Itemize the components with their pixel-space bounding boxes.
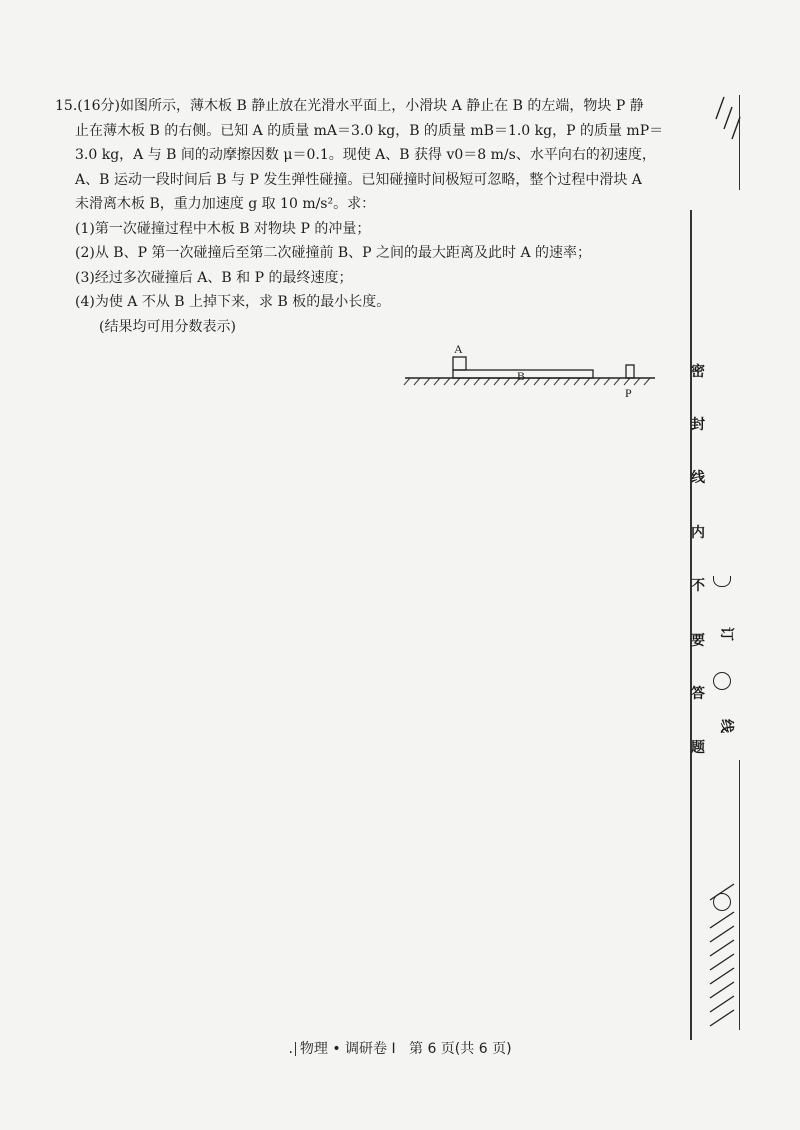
seal-char-5: 不 — [691, 578, 705, 594]
problem-line-5: 未滑离木板 B，重力加速度 g 取 10 m/s²。求： — [75, 196, 376, 212]
binding-hole-upper — [713, 576, 731, 587]
seal-char-6: 要 — [691, 633, 705, 649]
label-a: A — [454, 342, 463, 356]
page-footer — [0, 1038, 800, 1058]
problem-line-1: 15.(16分)如图所示，薄木板 B 静止放在光滑水平面上，小滑块 A 静止在 B 的左端，物块 P 静 — [55, 98, 644, 114]
label-b: B — [517, 369, 526, 383]
binding-hole-lower — [713, 893, 731, 911]
seal-char-3: 线 — [691, 470, 705, 486]
seal-line — [690, 210, 692, 1040]
problem-line-3: 3.0 kg，A 与 B 间的动摩擦因数 μ＝0.1。现使 A、B 获得 v0＝8 m/s、水平向右的初速度， — [75, 147, 656, 163]
question-1: (1)第一次碰撞过程中木板 B 对物块 P 的冲量； — [75, 220, 371, 237]
footer-prefix: . — [288, 1041, 293, 1057]
binding-hole-middle — [713, 672, 731, 690]
cut-label-ding: 订 — [718, 627, 734, 641]
block-a — [453, 357, 466, 370]
problem-line-4: A、B 运动一段时间后 B 与 P 发生弹性碰撞。已知碰撞时间极短可忽略，整个过程中滑块 A — [75, 171, 642, 188]
footer-page: 第 6 页(共 6 页) — [409, 1041, 512, 1057]
seal-char-7: 答 — [691, 686, 705, 702]
seal-char-4: 内 — [691, 525, 705, 541]
question-4: (4)为使 A 不从 B 上掉下来，求 B 板的最小长度。 — [75, 294, 391, 310]
result-note: (结果均可用分数表示) — [99, 318, 236, 335]
problem-line-2: 止在薄木板 B 的右侧。已知 A 的质量 mA＝3.0 kg，B 的质量 mB＝1.0 kg，P 的质量 mP＝ — [75, 122, 664, 139]
footer-subject: 物理 • 调研卷 I — [299, 1041, 396, 1057]
seal-char-1: 密 — [691, 364, 705, 380]
label-p: P — [625, 386, 632, 400]
seal-char-2: 封 — [691, 417, 705, 433]
ground-hatching — [404, 378, 650, 385]
cut-label-xian: 线 — [718, 719, 734, 733]
seal-char-8: 题 — [691, 740, 705, 756]
footer-bar — [295, 1042, 296, 1056]
question-2: (2)从 B、P 第一次碰撞后至第二次碰撞前 B、P 之间的最大距离及此时 A 的速率； — [75, 245, 592, 261]
physics-diagram — [400, 335, 660, 400]
block-p — [626, 365, 634, 378]
problem-15 — [55, 94, 670, 339]
question-3: (3)经过多次碰撞后 A、B 和 P 的最终速度； — [75, 269, 353, 286]
top-hatch-marks — [712, 95, 742, 145]
